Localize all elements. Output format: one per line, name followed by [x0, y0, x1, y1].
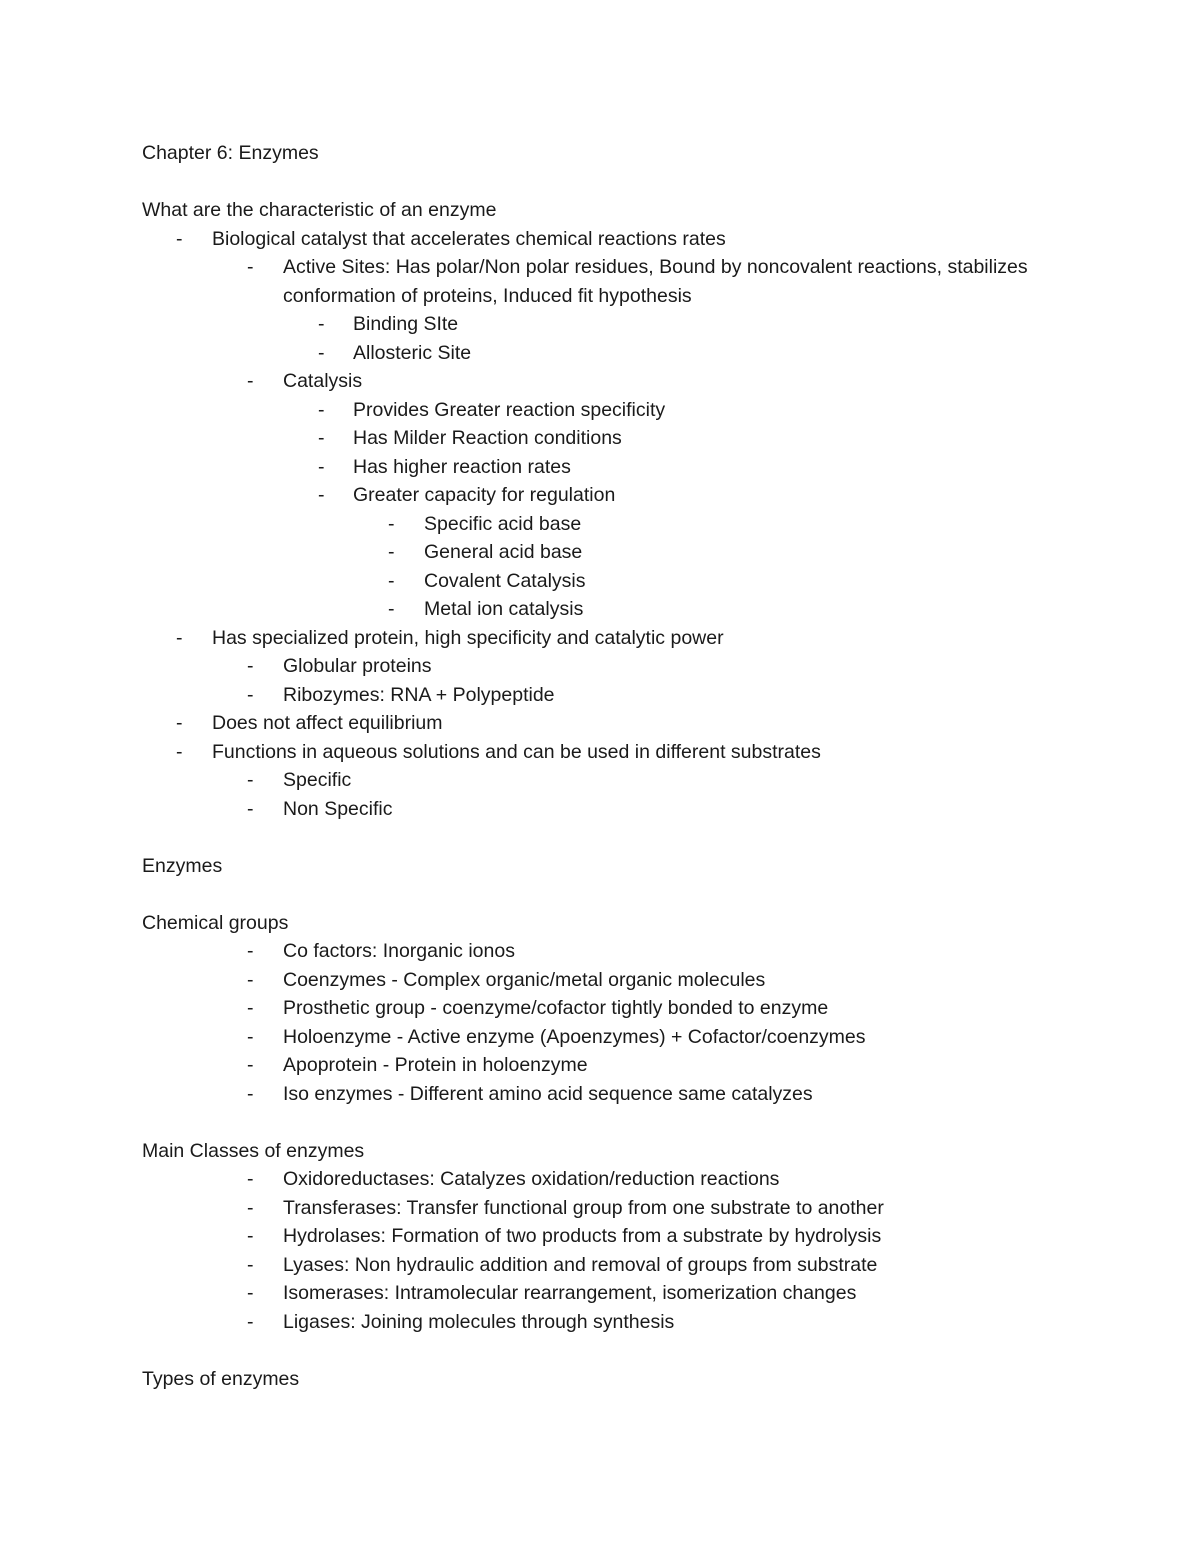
list-item — [142, 1251, 1042, 1280]
list-item — [142, 595, 1042, 624]
bullet-dash: - — [247, 1225, 254, 1247]
list-item — [142, 310, 1042, 339]
bullet-dash: - — [176, 740, 183, 763]
chemical-groups-list — [142, 937, 1042, 1108]
list-item — [142, 681, 1042, 710]
list-item — [142, 966, 1042, 995]
list-item-text: Iso enzymes - Different amino acid sequence same catalyzes — [283, 1082, 813, 1105]
bullet-dash: - — [388, 512, 395, 535]
bullet-dash: - — [318, 398, 325, 421]
bullet-dash: - — [247, 1310, 254, 1333]
spacer — [142, 880, 1042, 909]
list-item — [142, 795, 1042, 824]
bullet-dash: - — [388, 598, 395, 620]
bullet-dash: - — [247, 1025, 254, 1048]
list-item — [142, 1279, 1042, 1308]
bullet-dash: - — [176, 712, 183, 734]
list-item — [142, 424, 1042, 453]
list-item-text: Transferases: Transfer functional group from one substrate to another — [283, 1196, 884, 1219]
bullet-dash: - — [247, 797, 254, 820]
list-item — [142, 253, 1042, 310]
list-item-text: Holoenzyme - Active enzyme (Apoenzymes) + Cofactor/coenzymes — [283, 1025, 866, 1048]
bullet-dash: - — [247, 256, 254, 278]
bullet-dash: - — [247, 1054, 254, 1076]
list-item — [142, 624, 1042, 653]
bullet-dash: - — [318, 455, 325, 478]
list-item — [142, 367, 1042, 396]
list-item — [142, 453, 1042, 482]
spacer — [142, 823, 1042, 852]
bullet-dash: - — [247, 683, 254, 706]
list-item-text: Oxidoreductases: Catalyzes oxidation/reduction reactions — [283, 1168, 780, 1190]
list-item-text: Covalent Catalysis — [424, 569, 586, 592]
section-heading-main-classes: Main Classes of enzymes — [142, 1139, 365, 1162]
list-item-text: Specific — [283, 769, 352, 791]
list-item-text: Active Sites: Has polar/Non polar residues, Bound by noncovalent reactions, stabilizes conformation of proteins, Induced fit hypothesis — [283, 256, 1028, 307]
list-item — [142, 225, 1042, 254]
section-heading-types: Types of enzymes — [142, 1367, 300, 1390]
list-item-text: Has specialized protein, high specificity and catalytic power — [212, 626, 724, 649]
spacer — [142, 1108, 1042, 1137]
list-item-text: Lyases: Non hydraulic addition and removal of groups from substrate — [283, 1253, 878, 1276]
list-item-text: Specific acid base — [424, 512, 582, 535]
list-item-text: Ligases: Joining molecules through synthesis — [283, 1310, 675, 1333]
document-title: Chapter 6: Enzymes — [142, 142, 319, 164]
list-item — [142, 1194, 1042, 1223]
list-item-text: Isomerases: Intramolecular rearrangement, isomerization changes — [283, 1282, 857, 1304]
list-item-text: Globular proteins — [283, 655, 432, 677]
list-item — [142, 538, 1042, 567]
list-item-text: Metal ion catalysis — [424, 598, 584, 620]
list-item — [142, 339, 1042, 368]
list-item — [142, 766, 1042, 795]
bullet-dash: - — [247, 968, 254, 991]
section-heading-enzymes: Enzymes — [142, 854, 223, 877]
list-item — [142, 709, 1042, 738]
list-item — [142, 481, 1042, 510]
main-classes-list — [142, 1165, 1042, 1336]
bullet-dash: - — [247, 1282, 254, 1304]
list-item — [142, 652, 1042, 681]
characteristics-list — [142, 225, 1042, 824]
list-item-text: Allosteric Site — [353, 341, 472, 364]
list-item — [142, 396, 1042, 425]
list-item-text: Does not affect equilibrium — [212, 712, 443, 734]
list-item-text: Coenzymes - Complex organic/metal organic molecules — [283, 968, 766, 991]
list-item — [142, 1080, 1042, 1109]
list-item-text: Catalysis — [283, 370, 363, 392]
list-item-text: Has higher reaction rates — [353, 455, 571, 478]
bullet-dash: - — [247, 940, 254, 962]
bullet-dash: - — [176, 227, 183, 250]
list-item — [142, 994, 1042, 1023]
list-item — [142, 1023, 1042, 1052]
bullet-dash: - — [247, 1082, 254, 1105]
bullet-dash: - — [247, 1196, 254, 1219]
list-item — [142, 567, 1042, 596]
list-item — [142, 1165, 1042, 1194]
bullet-dash: - — [318, 341, 325, 364]
list-item — [142, 1051, 1042, 1080]
bullet-dash: - — [318, 484, 325, 506]
list-item — [142, 1222, 1042, 1251]
bullet-dash: - — [247, 370, 254, 392]
list-item-text: Ribozymes: RNA + Polypeptide — [283, 683, 555, 706]
spacer — [142, 1336, 1042, 1365]
list-item-text: Functions in aqueous solutions and can be used in different substrates — [212, 740, 821, 763]
list-item-text: Binding SIte — [353, 313, 459, 335]
list-item-text: Has Milder Reaction conditions — [353, 427, 622, 449]
bullet-dash: - — [318, 427, 325, 449]
list-item-text: Greater capacity for regulation — [353, 484, 616, 506]
bullet-dash: - — [176, 626, 183, 649]
section-heading-chemical-groups: Chemical groups — [142, 911, 289, 934]
bullet-dash: - — [247, 997, 254, 1019]
list-item-text: Apoprotein - Protein in holoenzyme — [283, 1054, 588, 1076]
bullet-dash: - — [247, 1168, 254, 1190]
list-item-text: Biological catalyst that accelerates chemical reactions rates — [212, 227, 726, 250]
list-item-text: Co factors: Inorganic ionos — [283, 940, 515, 962]
list-item-text: Prosthetic group - coenzyme/cofactor tightly bonded to enzyme — [283, 997, 829, 1019]
section-heading-characteristics: What are the characteristic of an enzyme — [142, 199, 497, 221]
list-item — [142, 510, 1042, 539]
bullet-dash: - — [247, 769, 254, 791]
list-item-text: Non Specific — [283, 797, 393, 820]
list-item — [142, 937, 1042, 966]
list-item-text: General acid base — [424, 541, 583, 563]
list-item — [142, 1308, 1042, 1337]
list-item-text: Hydrolases: Formation of two products from a substrate by hydrolysis — [283, 1225, 882, 1247]
bullet-dash: - — [388, 541, 395, 563]
document-body — [142, 139, 1042, 1393]
list-item — [142, 738, 1042, 767]
bullet-dash: - — [247, 1253, 254, 1276]
spacer — [142, 168, 1042, 197]
list-item-text: Provides Greater reaction specificity — [353, 398, 666, 421]
bullet-dash: - — [318, 313, 325, 335]
bullet-dash: - — [388, 569, 395, 592]
bullet-dash: - — [247, 655, 254, 677]
